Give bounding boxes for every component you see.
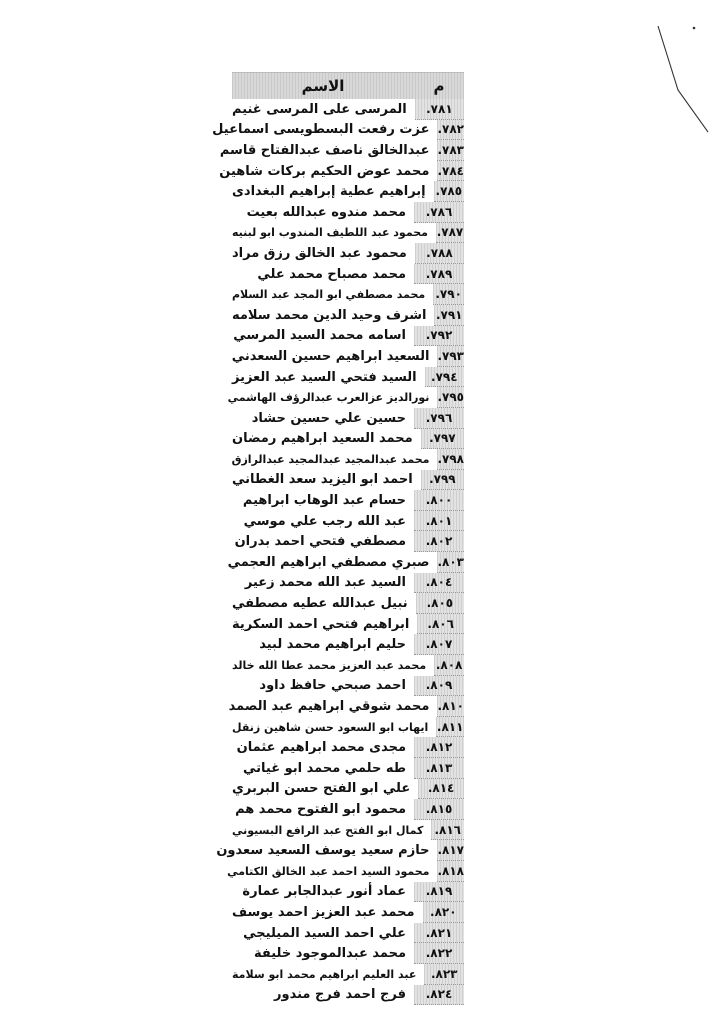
row-number: ٨٠٨. [434,655,464,676]
row-number: ٧٨٥. [434,181,464,202]
table-row [232,408,464,429]
table-row [232,264,464,285]
row-name: السعيد ابراهيم حسين السعدني [231,348,430,364]
names-table [212,72,464,1005]
row-name: محمد عبد العزيز محمد عطا الله خالد [232,658,427,672]
pen-mark-line [650,20,720,140]
table-row [232,490,464,511]
row-name: عبد العليم ابراهيم محمد ابو سلامة [232,967,417,981]
table-row [232,470,464,491]
row-name: المرسى على المرسى غنيم [232,101,407,117]
row-name: محمد مصطفي ابو المجد عبد السلام [232,288,426,302]
row-name: مجدى محمد ابراهيم عثمان [236,740,406,756]
table-row [232,717,464,738]
row-name: حسام عبد الوهاب ابراهيم [242,493,406,509]
table-row [232,799,464,820]
row-name: السيد فتحي السيد عبد العزيز [232,369,417,385]
row-name: عماد أنور عبدالجابر عمارة [242,884,406,900]
table-row [232,923,464,944]
row-name: محمود ابو الفتوح محمد هم [235,801,406,817]
row-number: ٧٨٦. [414,202,464,223]
table-row [232,676,464,697]
table-row [232,964,464,985]
row-number: ٨١٨. [437,861,464,882]
table-row [216,840,464,861]
row-number: ٧٨٤. [437,161,464,182]
header-name: الاسم [301,77,345,95]
row-number: ٨٠٧. [414,634,464,655]
row-name: صبري مصطفي ابراهيم العجمي [227,554,430,570]
row-name: ايهاب ابو السعود حسن شاهين زنقل [232,720,429,734]
table-row [232,243,464,264]
table-row [232,99,464,120]
row-number: ٨١١. [436,717,464,738]
row-number: ٨١٠. [437,696,464,717]
row-number: ٨٠٤. [414,573,464,594]
row-number: ٨٠٥. [416,593,464,614]
row-name: محمد عبد العزيز احمد يوسف [232,904,415,920]
row-name: محمود السيد احمد عبد الخالق الكتامي [227,864,430,878]
table-row [232,326,464,347]
table-row [232,882,464,903]
row-number: ٨١٢. [414,737,464,758]
row-number: ٨١٣. [414,758,464,779]
table-row [232,614,464,635]
row-number: ٨٠٢. [414,531,464,552]
row-name: فرج احمد فرج مندور [274,987,406,1003]
table-row [232,531,464,552]
table-header [232,72,464,99]
row-number: ٧٨٩. [414,264,464,285]
row-name: السيد عبد الله محمد زعير [244,575,406,591]
table-row [232,737,464,758]
row-number: ٨٢٤. [414,985,464,1006]
row-name: حازم سعيد يوسف السعيد سعدون [216,843,430,859]
table-row [232,593,464,614]
row-name: حليم ابراهيم محمد لبيد [259,637,406,653]
row-name: محمد السعيد ابراهيم رمضان [232,431,413,447]
row-name: عزت رفعت البسطويسى اسماعيل [212,122,430,138]
table-row [232,223,464,244]
row-name: محمد عبدالمجيد عبدالمجيد عبدالرازق [231,452,430,466]
table-row [232,181,464,202]
row-number: ٧٩٩. [421,470,464,491]
row-number: ٧٨٧. [436,223,464,244]
row-name: كمال ابو الفتح عبد الرافع البسيوني [232,823,424,837]
row-name: علي احمد السيد الميليجي [243,925,406,941]
row-number: ٨٠١. [414,511,464,532]
row-number: ٨٢٣. [424,964,464,985]
row-number: ٨٢٠. [423,902,464,923]
row-number: ٧٩٣. [437,346,464,367]
row-number: ٨١٦. [431,820,464,841]
row-name: حسين علي حسين حشاد [251,410,406,426]
row-name: نبيل عبدالله عطيه مصطفي [232,596,408,612]
row-name: مصطفي فتحي احمد بدران [234,534,406,550]
row-name: اسامه محمد السيد المرسي [233,328,406,344]
table-row [232,820,464,841]
table-row [227,861,464,882]
row-number: ٧٩٨. [437,449,464,470]
row-number: ٨٢٢. [414,943,464,964]
row-number: ٧٨٣. [437,140,464,161]
row-number: ٨١٥. [414,799,464,820]
row-name: عبدالخالق ناصف عبدالفتاح قاسم [219,142,430,158]
row-name: عبد الله رجب علي موسي [243,513,406,529]
row-name: محمد عبدالموجود خليفة [253,946,406,962]
row-name: احمد صبحي حافظ داود [259,678,406,694]
row-number: ٧٨١. [415,99,464,120]
row-number: ٨٠٩. [414,676,464,697]
row-number: ٨٠٠. [414,490,464,511]
row-name: محمد مصباح محمد علي [257,266,406,282]
table-row [232,573,464,594]
table-row [232,779,464,800]
table-row [232,902,464,923]
row-number: ٨١٧. [437,840,464,861]
table-row [219,140,464,161]
row-name: اشرف وحيد الدين محمد سلامه [232,307,427,323]
row-name: محمد عوض الحكيم بركات شاهين [219,163,430,179]
row-name: محمد شوقي ابراهيم عبد الصمد [228,699,430,715]
row-number: ٧٩٧. [421,429,464,450]
row-name: نورالديز عزالعرب عبدالرؤف الهاشمي [227,391,430,405]
table-row [232,284,464,305]
table-body [212,99,464,1005]
table-row [232,511,464,532]
row-name: إبراهيم عطية إبراهيم البغدادى [232,184,426,200]
table-row [228,696,464,717]
row-number: ٧٩٠. [433,284,464,305]
table-row [219,161,464,182]
table-row [232,449,464,470]
row-name: احمد ابو اليزيد سعد الغطاني [232,472,413,488]
table-row [232,346,464,367]
row-number: ٧٨٨. [415,243,464,264]
row-name: محمود عبد اللطيف المندوب ابو لبنيه [232,226,428,240]
table-row [227,387,464,408]
row-number: ٨١٤. [418,779,464,800]
row-name: طه حلمي محمد ابو غياتي [242,760,406,776]
row-number: ٧٩٢. [414,326,464,347]
row-number: ٧٩٦. [414,408,464,429]
row-name: علي ابو الفتح حسن البربري [232,781,411,797]
row-number: ٨١٩. [414,882,464,903]
row-number: ٧٩٥. [437,387,464,408]
table-row [232,634,464,655]
table-row [232,758,464,779]
row-number: ٨٢١. [414,923,464,944]
header-number: م [433,77,445,95]
table-row [212,120,464,141]
table-row [232,367,464,388]
table-row [232,943,464,964]
table-row [232,202,464,223]
row-name: ابراهيم فتحي احمد السكرية [232,616,410,632]
table-row [232,655,464,676]
row-number: ٨٠٦. [417,614,464,635]
row-number: ٨٠٣. [437,552,464,573]
table-row [232,985,464,1006]
table-row [232,429,464,450]
table-row [232,305,464,326]
row-name: محمد مندوه عبدالله بعيت [246,204,406,220]
row-number: ٧٩٤. [425,367,464,388]
row-number: ٧٨٢. [437,120,464,141]
row-name: محمود عبد الخالق رزق مراد [232,245,407,261]
table-row [227,552,464,573]
row-number: ٧٩١. [434,305,464,326]
